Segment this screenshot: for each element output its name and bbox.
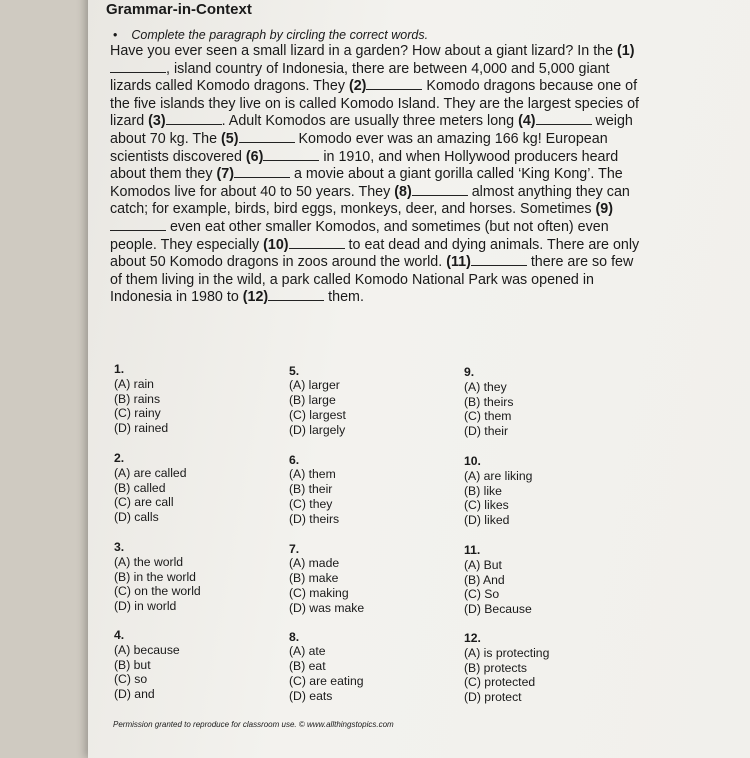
question-10 [464, 454, 532, 528]
question-2 [114, 451, 186, 525]
answer-option[interactable]: (C) protected [464, 675, 536, 690]
question-3 [114, 540, 201, 614]
blank-number: (11) [446, 254, 471, 271]
answer-option[interactable]: (A) are called [114, 465, 187, 480]
question-5 [289, 364, 346, 438]
answer-option[interactable]: (C) are call [114, 495, 174, 510]
question-number: 1. [114, 362, 125, 376]
answer-option[interactable]: (D) calls [114, 510, 159, 525]
blank-number: (12) [242, 289, 269, 306]
passage-text: to eat dead and dying animals. There are only about 50 Komodo dragons in zoos around the world. [110, 236, 640, 271]
blank-number: (8) [394, 183, 412, 200]
question-11 [464, 543, 532, 617]
blank-number: (7) [216, 166, 234, 183]
blank-number: (10) [263, 236, 289, 253]
blank-number: (1) [617, 43, 635, 59]
answer-option[interactable]: (C) them [464, 409, 512, 424]
answer-option[interactable]: (D) Because [464, 602, 532, 617]
blank-number: (9) [595, 201, 614, 218]
answer-option[interactable]: (B) large [289, 393, 336, 408]
answer-option[interactable]: (C) largest [289, 407, 346, 422]
passage-text: Komodo ever was an amazing 166 kg! European scientists discovered [110, 130, 608, 165]
passage-text: , island country of Indonesia, there are between 4,000 and 5,000 giant lizards called Komodo dragons. They [110, 60, 610, 95]
answer-blank[interactable] [234, 166, 290, 178]
answer-option[interactable]: (B) make [289, 571, 339, 586]
answer-option[interactable]: (B) in the world [114, 569, 196, 584]
passage-text: Have you ever seen a small lizard in a garden? How about a giant lizard? In the [110, 43, 618, 59]
answer-option[interactable]: (B) protects [464, 660, 527, 675]
question-number: 6. [289, 452, 300, 467]
question-number: 5. [289, 363, 300, 378]
answer-option[interactable]: (B) eat [289, 659, 326, 674]
answer-option[interactable]: (C) rainy [114, 406, 161, 421]
answer-option[interactable]: (A) rain [114, 376, 154, 391]
question-number: 12. [464, 631, 481, 645]
answer-blank[interactable] [110, 61, 166, 73]
answer-option[interactable]: (C) making [289, 585, 349, 600]
answer-option[interactable]: (A) because [114, 642, 180, 657]
question-12 [464, 631, 549, 705]
question-9 [464, 365, 513, 439]
answer-option[interactable]: (A) larger [289, 378, 340, 393]
answer-blank[interactable] [412, 184, 468, 196]
answer-option[interactable]: (C) are eating [289, 673, 364, 688]
question-number: 7. [289, 541, 300, 556]
question-number: 10. [464, 454, 481, 468]
answer-blank[interactable] [110, 219, 166, 231]
passage-text: there are so few of them living in the wild, a park called Komodo National Park was opened in Indonesia in 1980 to [110, 254, 634, 306]
answer-blank[interactable] [268, 289, 324, 301]
answer-option[interactable]: (A) them [289, 467, 336, 482]
bullet: • [113, 28, 118, 42]
answer-option[interactable]: (D) was make [289, 600, 365, 615]
passage-text: . Adult Komodos are usually three meters long [221, 113, 519, 130]
answer-option[interactable]: (B) rains [114, 391, 161, 406]
blank-number: (3) [148, 113, 166, 130]
answer-blank[interactable] [536, 113, 592, 125]
answer-blank[interactable] [166, 113, 222, 125]
question-6 [289, 453, 339, 527]
answer-option[interactable]: (A) made [289, 556, 340, 571]
blank-number: (6) [245, 148, 264, 165]
question-1 [114, 362, 168, 436]
answer-option[interactable]: (B) And [464, 572, 505, 587]
question-number: 3. [114, 540, 125, 554]
answer-option[interactable]: (D) protect [464, 690, 522, 705]
question-number: 11. [464, 543, 481, 557]
answer-option[interactable]: (C) so [114, 672, 148, 687]
blank-number: (5) [221, 130, 239, 147]
answer-option[interactable]: (B) like [464, 483, 502, 498]
page-title: Grammar-in-Context [106, 1, 252, 18]
passage-text: them. [324, 289, 364, 306]
footer-permission: Permission granted to reproduce for classroom use. © www.allthingstopics.com [113, 720, 394, 729]
question-number: 8. [289, 629, 300, 644]
answer-option[interactable]: (A) ate [289, 644, 326, 659]
passage-text: a movie about a giant gorilla called ‘King Kong’. The Komodos live for about 40 to 50 years. They [110, 166, 623, 200]
answer-option[interactable]: (B) called [114, 480, 166, 495]
answer-option[interactable]: (C) on the world [114, 584, 201, 599]
blank-number: (2) [348, 78, 367, 95]
passage-text: weigh about 70 kg. The [110, 113, 633, 147]
answer-blank[interactable] [263, 149, 319, 161]
passage-text: almost anything they can catch; for example, birds, bird eggs, monkeys, deer, and horses. Sometimes [110, 183, 630, 218]
answer-option[interactable]: (C) likes [464, 498, 509, 513]
passage-text: in 1910, and when Hollywood producers heard about them they [110, 148, 619, 183]
answer-option[interactable]: (D) rained [114, 421, 169, 436]
answer-option[interactable]: (D) and [114, 687, 155, 702]
answer-option[interactable]: (A) the world [114, 554, 184, 569]
answer-option[interactable]: (C) they [289, 496, 333, 511]
answer-option[interactable]: (D) largely [289, 422, 346, 437]
answer-option[interactable]: (B) but [114, 657, 151, 672]
question-4 [114, 628, 180, 702]
answer-option[interactable]: (C) So [464, 587, 500, 602]
answer-blank[interactable] [471, 254, 527, 266]
answer-option[interactable]: (D) theirs [289, 511, 340, 526]
answer-option[interactable]: (B) theirs [464, 394, 514, 409]
answer-blank[interactable] [239, 131, 295, 143]
passage-text: even eat other smaller Komodos, and sometimes (but not often) even people. They especially [110, 218, 609, 253]
passage-paragraph [110, 43, 640, 307]
question-8 [289, 630, 364, 704]
question-number: 9. [464, 365, 475, 379]
answer-blank[interactable] [366, 78, 422, 90]
answer-option[interactable]: (A) are liking [464, 468, 533, 483]
answer-option[interactable]: (D) their [464, 424, 509, 439]
answer-option[interactable]: (A) But [464, 557, 502, 572]
answer-option[interactable]: (D) liked [464, 513, 510, 528]
answer-option[interactable]: (B) their [289, 482, 333, 497]
instruction [113, 28, 428, 42]
answer-blank[interactable] [289, 237, 345, 249]
answer-option[interactable]: (D) in world [114, 599, 177, 614]
instruction-text: Complete the paragraph by circling the correct words. [131, 28, 429, 42]
answer-option[interactable]: (D) eats [289, 688, 333, 703]
question-number: 4. [114, 628, 125, 642]
passage-text: Komodo dragons because one of the five islands they live on is called Komodo Island. They are the largest species of lizard [110, 78, 640, 130]
question-7 [289, 542, 364, 616]
answer-option[interactable]: (A) they [464, 379, 507, 394]
question-number: 2. [114, 451, 125, 465]
answer-option[interactable]: (A) is protecting [464, 645, 550, 660]
blank-number: (4) [518, 113, 536, 130]
